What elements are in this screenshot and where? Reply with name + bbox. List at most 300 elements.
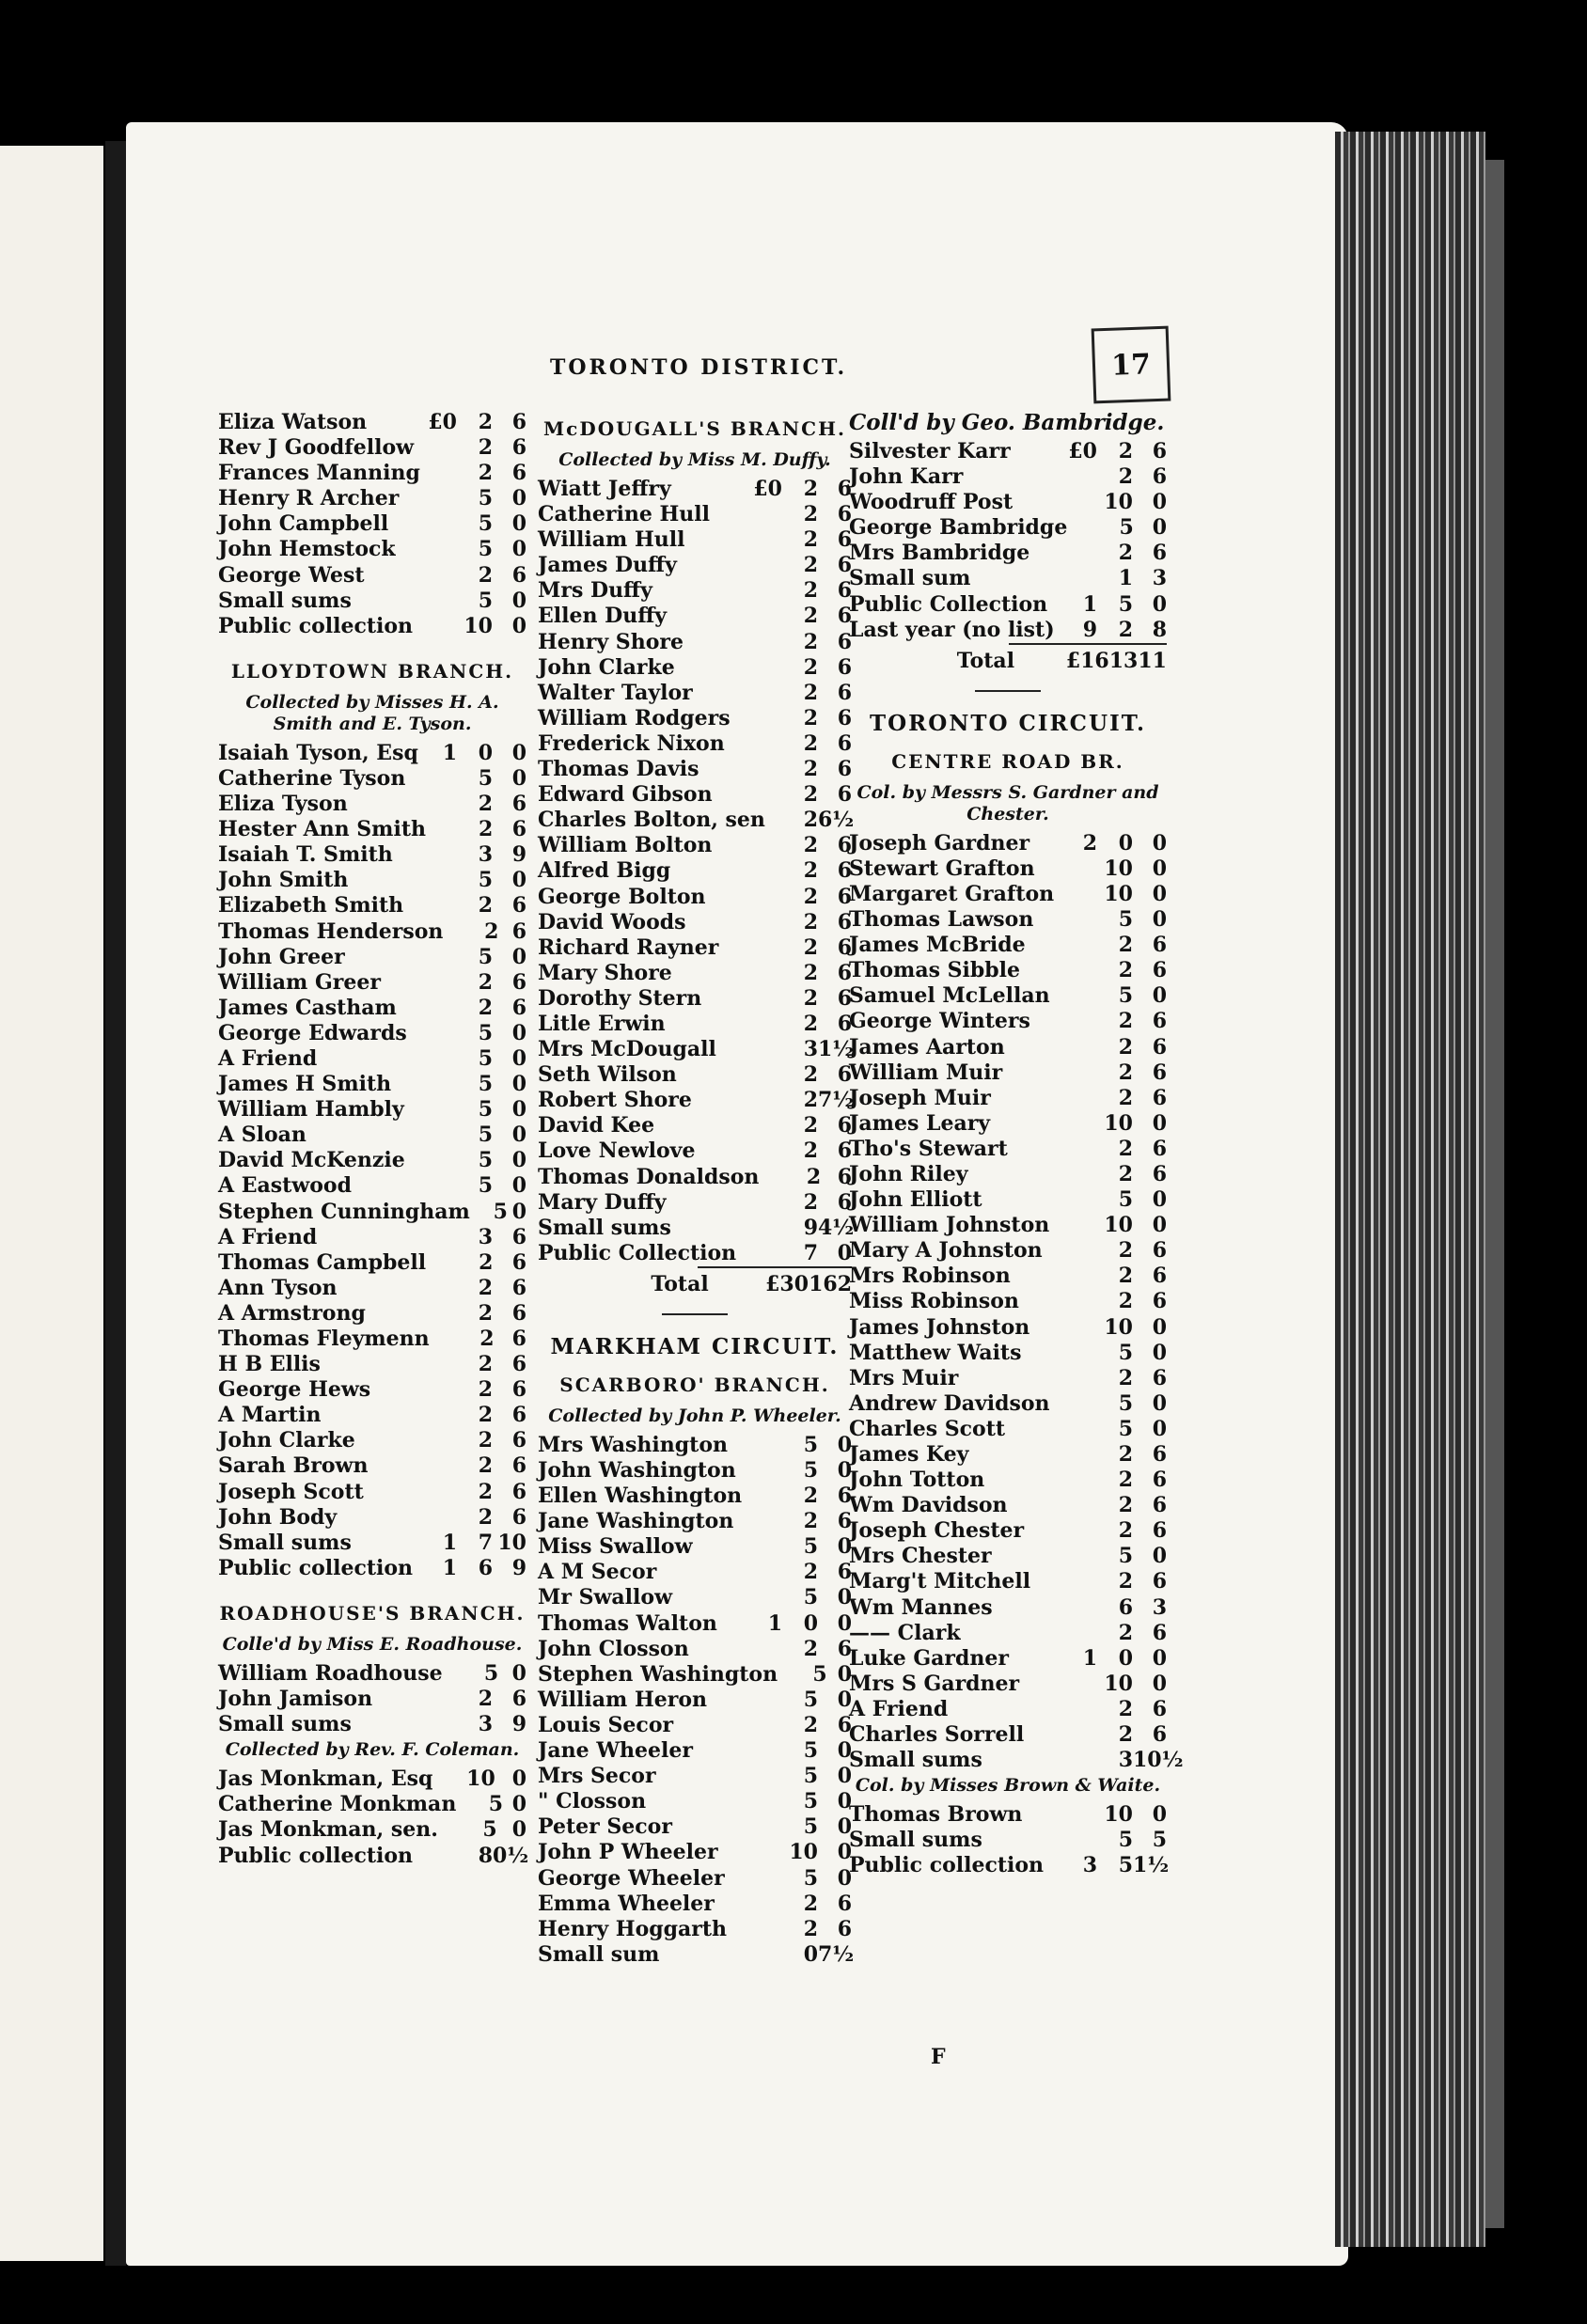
amount-pence: 0: [837, 1789, 852, 1814]
list-item: [538, 910, 852, 935]
entry-name: Small sums: [218, 1712, 352, 1737]
amount-pence: 0: [511, 1660, 526, 1686]
amount-pence: 6: [1152, 1085, 1167, 1110]
amount-shillings: 2: [484, 919, 499, 944]
amount-pence: 0: [837, 1585, 852, 1610]
amount-pounds: [1065, 1366, 1097, 1391]
amount-shillings: 2: [803, 1560, 818, 1585]
amount-pence: 0: [511, 1199, 526, 1224]
amount-pounds: [425, 511, 457, 537]
amount-pence: 0: [511, 1123, 526, 1148]
entry-name: A Armstrong: [218, 1300, 366, 1326]
list-item: [538, 1662, 852, 1688]
amount-pence: 0: [837, 1661, 852, 1687]
list-item: [849, 882, 1167, 907]
entry-name: Thomas Donaldson: [538, 1164, 760, 1189]
amount-pounds: [750, 910, 782, 935]
entry-name: Public Collection: [849, 591, 1048, 617]
list-item: [538, 1012, 852, 1037]
entry-name: Wiatt Jeffry: [538, 477, 671, 501]
amount-pounds: [425, 614, 457, 639]
entry-name: Wm Davidson: [849, 1493, 1008, 1518]
entry-name: Mrs Robinson: [849, 1264, 1011, 1289]
amount-pounds: [750, 1637, 782, 1662]
entry-name: William Rodgers: [538, 705, 731, 730]
amount-pounds: [432, 1767, 462, 1792]
list-item: [849, 1442, 1167, 1468]
entry-name: Public Collection: [538, 1240, 737, 1265]
amount-shillings: 2: [803, 654, 818, 680]
amount-shillings: 2: [803, 782, 818, 808]
amount-pounds: [765, 808, 790, 833]
entry-name: —— Clark: [849, 1620, 961, 1645]
amount-shillings: 2: [803, 680, 818, 705]
amount-pounds: [1065, 1722, 1097, 1748]
list-item: [218, 563, 526, 589]
entry-name: Ann Tyson: [218, 1275, 338, 1300]
amount-shillings: 2: [1118, 1264, 1133, 1289]
amount-pence: 6: [837, 502, 852, 527]
entry-name: George Winters: [849, 1009, 1030, 1034]
amount-pounds: [1065, 1111, 1097, 1137]
list-item: [849, 1595, 1167, 1621]
amount-shillings: 2: [1118, 1468, 1133, 1493]
amount-pence: 6: [837, 1484, 852, 1509]
list-item: [538, 578, 852, 604]
amount-pounds: [425, 1021, 457, 1046]
amount-pence: 6: [837, 1164, 852, 1189]
list-item: [849, 1646, 1167, 1672]
amount-pence: 6: [837, 782, 852, 808]
amount-pounds: [1065, 1595, 1097, 1621]
entry-name: Luke Gardner: [849, 1645, 1009, 1671]
amount-pence: 6: [1152, 933, 1167, 958]
list-item: [538, 1190, 852, 1216]
list-item: [849, 1748, 1184, 1773]
amount-shillings: 5: [1118, 983, 1133, 1009]
list-item: [538, 1165, 852, 1190]
amount-pounds: [425, 766, 457, 792]
entry-name: Joseph Chester: [849, 1518, 1025, 1544]
amount-shillings: 0: [478, 740, 493, 765]
amount-pence: 0: [511, 588, 526, 613]
list-item: [849, 933, 1167, 958]
amount-pence: 0: [837, 1458, 852, 1483]
column-2: [538, 410, 855, 1968]
amount-pounds: [1065, 1289, 1097, 1314]
entry-name: Silvester Karr: [849, 439, 1011, 463]
list-item: [538, 655, 852, 681]
entry-name: Hester Ann Smith: [218, 817, 426, 842]
amount-pounds: £0: [428, 410, 457, 434]
page-number: 17: [1092, 326, 1171, 404]
entry-name: David Woods: [538, 909, 686, 934]
list-item: [218, 1661, 526, 1687]
amount-shillings: 2: [1118, 1696, 1133, 1721]
list-item: [849, 1518, 1167, 1544]
amount-pounds: [1065, 1748, 1097, 1773]
amount-pence: 6: [1152, 1161, 1167, 1186]
entry-name: William Johnston: [849, 1213, 1050, 1238]
list-item: [538, 502, 852, 527]
list-item: [849, 618, 1167, 643]
amount-shillings: 2: [1118, 1034, 1133, 1060]
amount-pence: 6: [1152, 1060, 1167, 1085]
amount-shillings: 2: [803, 604, 818, 629]
entry-name: Wm Mannes: [849, 1594, 993, 1620]
list-item: [538, 1688, 852, 1713]
list-item: [218, 1480, 526, 1505]
list-item: [849, 1264, 1167, 1289]
amount-pence: 5: [1152, 1828, 1167, 1853]
amount-pence: 8: [1152, 617, 1167, 642]
entry-name: Thomas Sibble: [849, 958, 1020, 983]
amount-pounds: [1065, 1544, 1097, 1569]
amount-shillings: 2: [806, 1164, 822, 1189]
entry-name: A Martin: [218, 1403, 322, 1428]
entry-name: Mrs Washington: [538, 1432, 728, 1457]
amount-shillings: 5: [478, 944, 493, 969]
amount-pence: 0: [1152, 1110, 1167, 1136]
amount-pence: 6: [1152, 1009, 1167, 1034]
list-item: [849, 1111, 1167, 1137]
entry-name: George Hews: [218, 1377, 371, 1403]
entry-name: John Closson: [538, 1636, 689, 1661]
amount-pounds: [425, 589, 457, 614]
amount-pounds: [1065, 1417, 1097, 1442]
amount-shillings: 5: [1118, 1187, 1133, 1213]
amount-shillings: 10: [1104, 1671, 1133, 1696]
list-item: [218, 1200, 526, 1225]
amount-shillings: 2: [803, 1891, 818, 1916]
amount-pounds: [750, 1088, 782, 1113]
amount-pence: 6: [837, 578, 852, 604]
entry-name: Mary Shore: [538, 960, 672, 985]
amount-shillings: 3: [1118, 1748, 1133, 1773]
amount-shillings: 2: [1118, 1136, 1133, 1161]
amount-pounds: [425, 1505, 457, 1531]
list-item: [849, 464, 1167, 490]
amount-pence: 6: [837, 1011, 852, 1036]
amount-pounds: [1065, 464, 1097, 490]
amount-pounds: 1: [442, 1530, 457, 1555]
amount-pounds: [425, 1123, 457, 1148]
list-item: [218, 996, 526, 1021]
amount-pence: 10: [497, 1530, 526, 1555]
amount-pounds: [1065, 1213, 1097, 1238]
amount-shillings: 5: [812, 1661, 827, 1687]
list-item: [538, 1088, 855, 1113]
amount-pounds: [750, 1738, 782, 1764]
amount-pence: 6: [837, 934, 852, 960]
amount-shillings: 2: [478, 1479, 493, 1504]
amount-pence: 0: [1152, 591, 1167, 617]
list-item: [538, 553, 852, 578]
book-gutter: [105, 141, 126, 2266]
amount-shillings: 2: [803, 578, 818, 604]
amount-shillings: 2: [1118, 617, 1133, 642]
entry-name: George Wheeler: [538, 1865, 725, 1891]
list-item: [538, 1789, 852, 1814]
entry-name: William Heron: [538, 1687, 707, 1712]
amount-pence: 7½: [818, 1941, 855, 1967]
amount-pounds: [750, 1866, 782, 1892]
list-item: [849, 1366, 1167, 1391]
amount-pounds: [425, 1712, 457, 1737]
amount-pounds: [425, 1173, 457, 1199]
entry-name: Dorothy Stern: [538, 985, 702, 1011]
amount-pence: 0: [511, 740, 526, 765]
entry-name: John Riley: [849, 1161, 968, 1186]
amount-pounds: [1065, 1621, 1097, 1646]
amount-pence: 0: [1152, 907, 1167, 933]
amount-shillings: 2: [1118, 1722, 1133, 1748]
list-item: [218, 537, 526, 562]
amount-pounds: [425, 970, 457, 996]
amount-shillings: 2: [478, 1352, 493, 1377]
amount-pence: 6: [511, 817, 526, 842]
entry-name: Henry Shore: [538, 629, 684, 654]
amount-shillings: 2: [803, 1011, 818, 1036]
column-3: [849, 410, 1184, 1879]
amount-shillings: 2: [803, 1509, 818, 1534]
entry-name: Woodruff Post: [849, 490, 1013, 515]
entry-name: Sarah Brown: [218, 1453, 369, 1479]
list-item: [849, 1468, 1167, 1493]
amount-shillings: 3: [478, 842, 493, 868]
entry-name: Thomas Fleymenn: [218, 1327, 430, 1351]
list-item: [538, 833, 852, 858]
amount-pence: 6: [1152, 1034, 1167, 1060]
entry-name: James H Smith: [218, 1072, 392, 1097]
amount-pounds: £30: [765, 1271, 809, 1296]
list-item: [218, 1403, 526, 1428]
entry-name: Love Newlove: [538, 1138, 696, 1164]
list-item: [538, 1509, 852, 1534]
list-item: [538, 1840, 852, 1865]
entry-name: Andrew Davidson: [849, 1390, 1050, 1416]
list-item: [218, 1352, 526, 1377]
amount-pence: 0: [511, 1045, 526, 1071]
list-item: [218, 461, 526, 486]
list-item: [538, 706, 852, 731]
amount-pence: 0: [837, 1610, 852, 1636]
collector-note: Coll'd by Geo. Bambridge.: [849, 410, 1165, 435]
amount-shillings: 2: [478, 1453, 493, 1479]
column-1: [218, 410, 529, 1869]
amount-pounds: [1065, 490, 1097, 515]
list-item: [849, 1289, 1167, 1314]
amount-shillings: 13: [1108, 648, 1139, 673]
amount-shillings: 5: [478, 1072, 493, 1097]
amount-shillings: 10: [1104, 490, 1133, 515]
entry-name: James Key: [849, 1442, 969, 1467]
amount-shillings: 2: [478, 1275, 493, 1300]
amount-pounds: [750, 1585, 782, 1610]
entry-name: Total: [651, 1271, 709, 1296]
list-item: [849, 1672, 1167, 1697]
entry-name: Litle Erwin: [538, 1011, 666, 1036]
amount-pence: 0: [837, 1687, 852, 1712]
amount-pounds: [425, 996, 457, 1021]
amount-pence: 6: [1152, 1518, 1167, 1544]
amount-pence: 6: [837, 960, 852, 985]
amount-shillings: 2: [803, 502, 818, 527]
entry-name: Small sums: [538, 1215, 671, 1240]
amount-pence: 0: [1152, 1390, 1167, 1416]
total-row: [538, 1266, 852, 1300]
list-item: [538, 1215, 855, 1241]
amount-pounds: [750, 1138, 782, 1164]
list-item: [218, 1505, 526, 1531]
amount-shillings: 2: [478, 435, 493, 461]
amount-shillings: 7: [803, 1240, 818, 1265]
amount-pence: 6: [1152, 1136, 1167, 1161]
amount-pence: 0: [837, 1240, 852, 1265]
amount-shillings: 5: [478, 868, 493, 893]
amount-pounds: [750, 578, 782, 604]
list-item: [849, 856, 1167, 882]
amount-shillings: 5: [483, 1660, 499, 1686]
list-item: [538, 681, 852, 706]
list-item: [538, 604, 852, 629]
collector-note: Collected by Misses H. A. Smith and E. Tyson.: [245, 691, 499, 734]
branch-title: SCARBORO' BRANCH.: [559, 1373, 830, 1396]
entry-name: Richard Rayner: [538, 934, 719, 960]
amount-shillings: 2: [803, 833, 818, 858]
amount-pence: 6: [837, 654, 852, 680]
amount-shillings: 2: [478, 1300, 493, 1326]
amount-pounds: 1: [442, 740, 457, 765]
entry-name: William Bolton: [538, 833, 713, 858]
amount-shillings: 2: [1118, 933, 1133, 958]
list-item: [218, 1276, 526, 1301]
amount-shillings: 5: [803, 1865, 818, 1891]
amount-pounds: [1065, 1035, 1097, 1060]
entry-name: Small sum: [849, 566, 971, 591]
amount-shillings: 5: [478, 765, 493, 791]
list-item: [849, 1035, 1167, 1060]
list-item: [218, 868, 526, 893]
amount-pence: 0: [1152, 983, 1167, 1009]
list-item: [538, 1892, 852, 1917]
amount-shillings: 5: [1119, 515, 1134, 541]
amount-pounds: [425, 1301, 457, 1327]
amount-shillings: 2: [803, 808, 818, 833]
amount-pence: 0: [1152, 830, 1167, 856]
amount-pence: 6: [837, 884, 852, 909]
amount-shillings: 5: [482, 1817, 497, 1843]
entry-name: Charles Sorrell: [849, 1722, 1025, 1748]
amount-pounds: [425, 1352, 457, 1377]
collector-note: Collected by John P. Wheeler.: [548, 1405, 841, 1426]
entry-name: Stephen Washington: [538, 1661, 778, 1687]
amount-shillings: 2: [1118, 1289, 1133, 1314]
amount-pounds: [750, 1560, 782, 1585]
amount-pence: 0: [511, 1020, 526, 1045]
amount-pence: 6: [1152, 1569, 1167, 1594]
amount-pence: 6: [511, 1504, 526, 1530]
amount-pence: 6: [511, 1327, 526, 1351]
list: [538, 1432, 855, 1968]
entry-name: Marg't Mitchell: [849, 1569, 1031, 1594]
entry-name: Ellen Duffy: [538, 604, 668, 629]
amount-shillings: 0: [803, 1941, 818, 1967]
amount-shillings: 2: [803, 527, 818, 553]
entry-name: Mrs S Gardner: [849, 1671, 1020, 1696]
amount-pounds: [750, 1688, 782, 1713]
amount-shillings: 2: [803, 1916, 818, 1941]
entry-name: Small sums: [849, 1828, 982, 1853]
amount-pence: 6: [1152, 1442, 1167, 1467]
total-row: [956, 643, 1167, 677]
list-item: [538, 961, 852, 986]
amount-pounds: [1065, 856, 1097, 882]
entry-name: Thomas Campbell: [218, 1249, 427, 1275]
amount-shillings: 2: [479, 1249, 494, 1275]
amount-shillings: 10: [789, 1840, 818, 1865]
list-item: [849, 490, 1167, 515]
amount-pence: 6: [511, 461, 526, 486]
amount-pence: 6: [837, 477, 852, 501]
circuit-title: TORONTO CIRCUIT.: [870, 710, 1146, 736]
list-item: [218, 1687, 526, 1712]
list-item: [218, 614, 526, 639]
list-item: [218, 817, 526, 842]
amount-pounds: [1065, 1086, 1097, 1111]
amount-pounds: £0: [753, 477, 782, 501]
amount-shillings: 2: [478, 995, 493, 1020]
amount-pounds: [425, 461, 457, 486]
entry-name: John Campbell: [218, 511, 389, 537]
amount-shillings: 5: [478, 1173, 493, 1199]
amount-shillings: 5: [803, 1585, 818, 1610]
list-item: [849, 1162, 1167, 1187]
amount-pence: 6: [837, 629, 852, 654]
entry-name: Mrs Duffy: [538, 578, 652, 604]
amount-pence: 6: [837, 833, 852, 858]
amount-shillings: 10: [1104, 856, 1133, 881]
entry-name: Total: [956, 648, 1015, 673]
amount-pounds: [759, 1165, 788, 1190]
list-item: [538, 527, 852, 553]
list-item: [849, 1417, 1167, 1442]
list-item: [538, 1560, 852, 1585]
amount-shillings: 2: [803, 1712, 818, 1737]
amount-shillings: 5: [803, 1534, 818, 1560]
list-item: [538, 808, 855, 833]
amount-pounds: [750, 502, 782, 527]
amount-shillings: 2: [1118, 1620, 1133, 1645]
amount-pounds: [1065, 1828, 1097, 1853]
amount-pence: 6: [1152, 541, 1167, 566]
entry-name: Thomas Brown: [849, 1802, 1023, 1828]
entry-name: Charles Scott: [849, 1416, 1006, 1441]
amount-pence: 6: [511, 1275, 526, 1300]
list-item: [218, 1301, 526, 1327]
amount-shillings: 5: [803, 1432, 818, 1457]
amount-pounds: [750, 1814, 782, 1840]
amount-pounds: [425, 537, 457, 562]
amount-pence: 0: [511, 944, 526, 969]
entry-name: Jane Wheeler: [538, 1738, 693, 1764]
list-item: [218, 945, 526, 970]
amount-pence: 0: [1152, 881, 1167, 906]
list-item: [849, 566, 1167, 591]
amount-pounds: [1065, 1569, 1097, 1594]
entry-name: Mrs Bambridge: [849, 541, 1030, 566]
amount-pence: 0: [1152, 1645, 1167, 1671]
